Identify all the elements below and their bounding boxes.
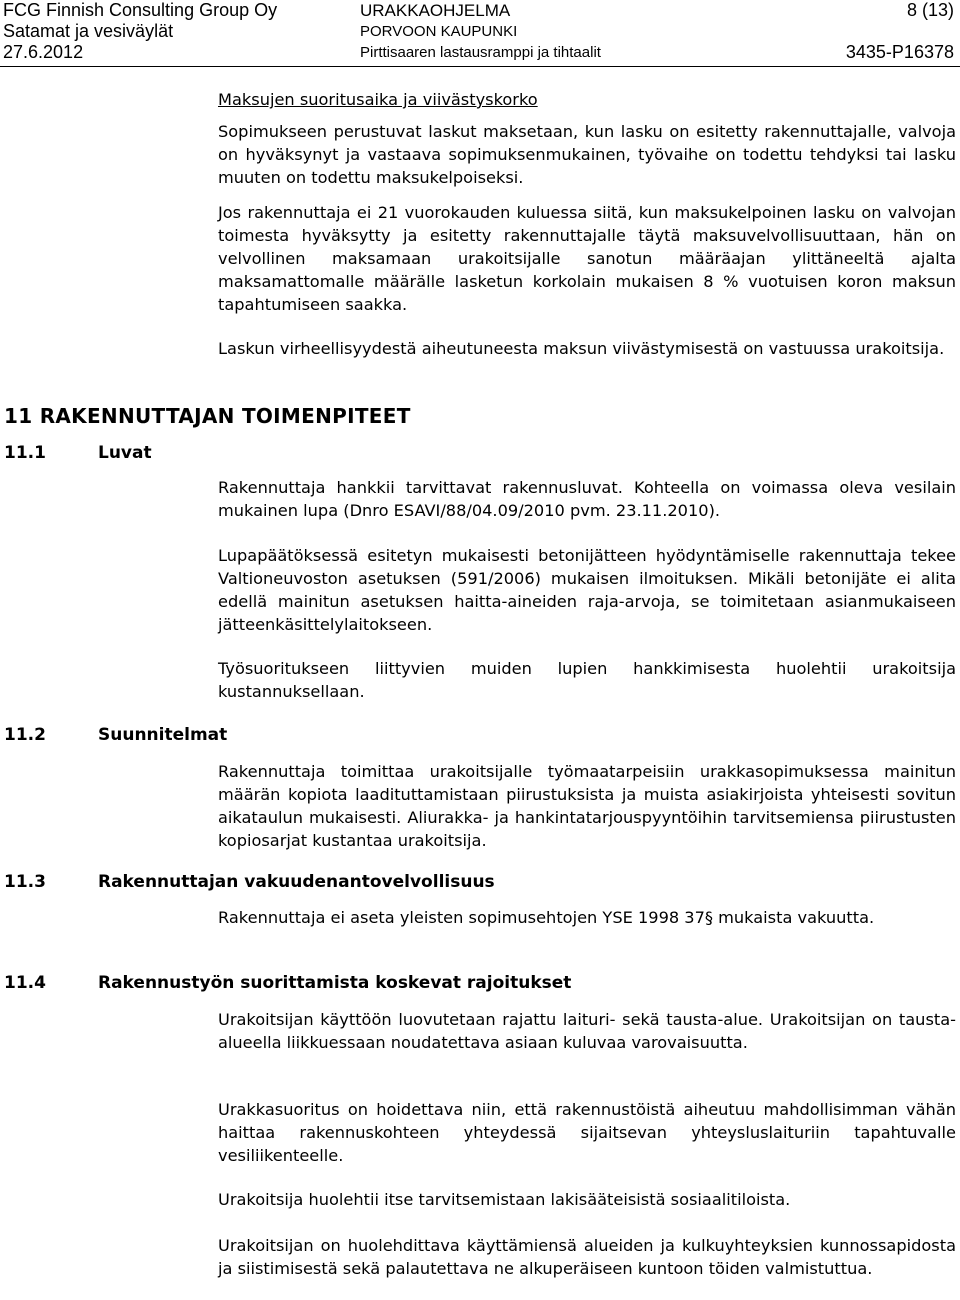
subsection-heading-11-4	[4, 973, 571, 993]
paragraph-late-interest: Jos rakennuttaja ei 21 vuorokauden kuluessa siitä, kun maksukelpoinen lasku on valvojan toimesta hyväksytty ja esitetty rakennuttajalle täytä maksuvelvollisuuttaan, hän on velvollinen maksamaan urakoitsijalle sanotun määräajan ylittäneeltä ajalta maksamattomalle määrälle lasketun korkolain mukaisen 8 % vuotuisen koron maksun tapahtumiseen saakka.	[218, 203, 956, 314]
paragraph-social-facilities: Urakoitsija huolehtii itse tarvitsemistaan lakisääteisistä sosiaalitiloista.	[218, 1190, 791, 1209]
section-heading-11: 11 RAKENNUTTAJAN TOIMENPITEET	[4, 404, 411, 428]
paragraph-concrete-waste: Lupapäätöksessä esitetyn mukaisesti betonijätteen hyödyntämiselle rakennuttaja tekee Valtioneuvoston asetuksen (591/2006) mukaisen ilmoituksen. Mikäli betonijäte ei alita edellä mainitun asetuksen haitta-aineiden raja-arvoja, se toimitetaan asianmukaiseen jätteenkäsittelylaitokseen.	[218, 546, 956, 634]
paragraph-site-area: Urakoitsijan käyttöön luovutetaan rajattu laituri- sekä tausta-alue. Urakoitsijan on tausta-alueella liikkuessaan noudatettava asiaan kuluvaa varovaisuutta.	[218, 1010, 956, 1052]
page-header	[0, 0, 960, 66]
project-code: 3435-P16378	[845, 42, 954, 62]
paragraph-invoice-payment: Sopimukseen perustuvat laskut maksetaan, kun lasku on esitetty rakennuttajalle, valvoja on hyväksynyt ja vastaava sopimuksenmukainen, työvaihe on todettu tehdyksi tai lasku muuten on todettu maksukelpoiseksi.	[218, 122, 956, 187]
subsection-number: 11.1	[4, 443, 46, 463]
subsection-title: Rakennuttajan vakuudenantovelvollisuus	[98, 872, 495, 892]
company-subunit: Satamat ja vesiväylät	[3, 21, 174, 41]
subsection-heading-11-2	[4, 725, 227, 745]
paragraph-permits: Rakennuttaja hankkii tarvittavat rakennusluvat. Kohteella on voimassa oleva vesilain mukainen lupa (Dnro ESAVI/88/04.09/2010 pvm. 23.11.2010).	[218, 478, 956, 520]
header-right	[846, 0, 954, 63]
document-type: URAKKAOHJELMA	[360, 1, 511, 20]
project-name: Pirttisaaren lastausramppi ja tihtaalit	[360, 44, 601, 61]
client-name: PORVOON KAUPUNKI	[360, 23, 518, 40]
document-date: 27.6.2012	[3, 42, 84, 62]
header-center	[360, 0, 601, 63]
company-name: FCG Finnish Consulting Group Oy	[3, 0, 278, 20]
header-rule	[0, 66, 960, 67]
subsection-number: 11.3	[4, 872, 46, 892]
subsection-heading-11-3	[4, 872, 495, 892]
paragraph-water-traffic: Urakkasuoritus on hoidettava niin, että rakennustöistä aiheutuu mahdollisimman vähän haittaa rakennuskohteen yhteydessä sijaitsevan yhteysluslaituriin tapahtuvalle vesiliikenteelle.	[218, 1100, 956, 1165]
subsection-number: 11.4	[4, 973, 46, 993]
paragraph-other-permits: Työsuoritukseen liittyvien muiden lupien hankkimisesta huolehtii urakoitsija kustannuksellaan.	[218, 659, 956, 701]
paragraph-drawings: Rakennuttaja toimittaa urakoitsijalle työmaatarpeisiin urakkasopimuksessa mainitun määrän kopiota laadituttamistaan piirustuksista ja muista asiakirjoista yhteisesti sovitun aikataulun mukaisesti. Aliurakka- ja hankintatarjouspyyntöihin tarvitsemiensa piirustusten kopiosarjat kustantaa urakoitsija.	[218, 762, 956, 850]
paragraph-security: Rakennuttaja ei aseta yleisten sopimusehtojen YSE 1998 37§ mukaista vakuutta.	[218, 908, 875, 927]
subsection-title: Luvat	[98, 443, 152, 463]
payment-subheading: Maksujen suoritusaika ja viivästyskorko	[218, 90, 538, 109]
page-number: 8 (13)	[906, 0, 954, 20]
subsection-title: Suunnitelmat	[98, 725, 228, 745]
subsection-number: 11.2	[4, 725, 46, 745]
paragraph-invoice-error: Laskun virheellisyydestä aiheutuneesta maksun viivästymisestä on vastuussa urakoitsija.	[218, 339, 945, 358]
subsection-heading-11-1	[4, 443, 152, 463]
header-left	[3, 0, 277, 63]
subsection-title: Rakennustyön suorittamista koskevat rajoitukset	[98, 973, 572, 993]
paragraph-maintenance: Urakoitsijan on huolehdittava käyttämiensä alueiden ja kulkuyhteyksien kunnossapidosta ja siistimisestä sekä palautettava ne alkuperäiseen kuntoon töiden valmistuttua.	[218, 1236, 956, 1278]
